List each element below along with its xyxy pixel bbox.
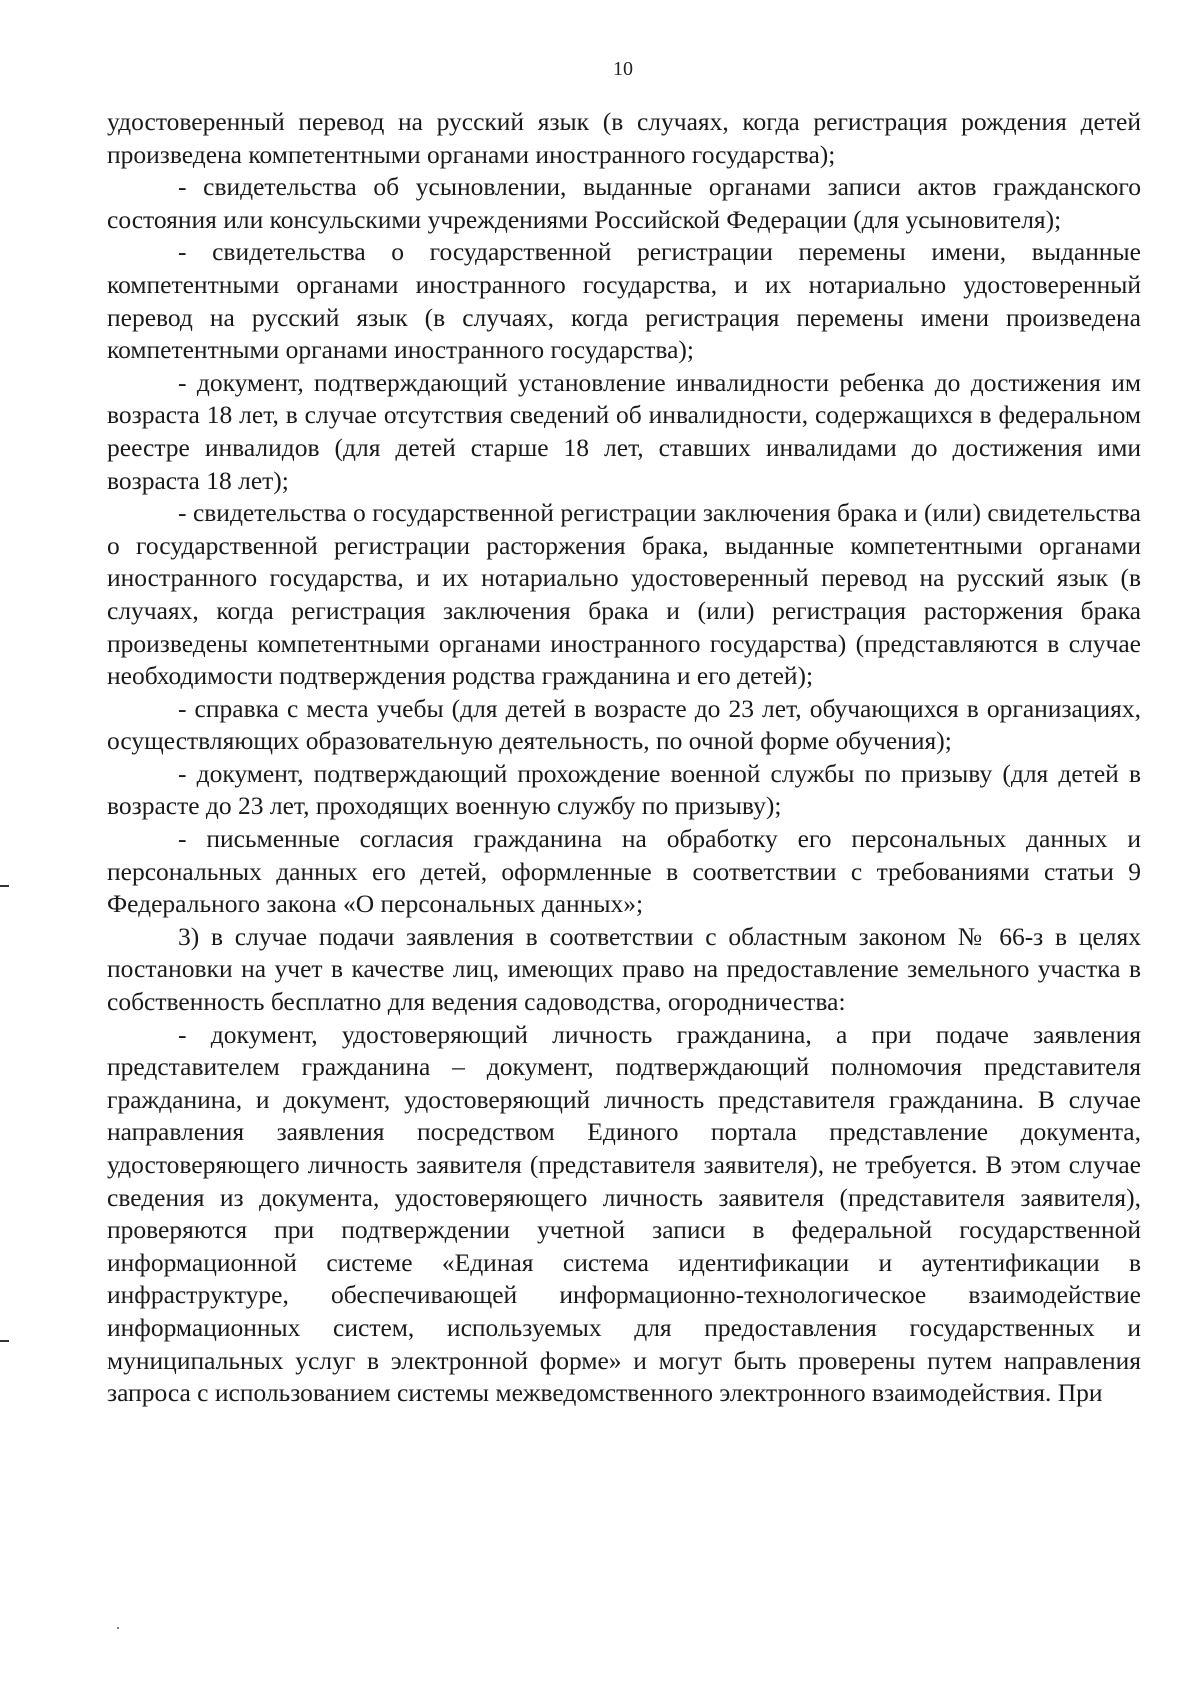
paragraph: - свидетельства об усыновлении, выданные органами записи актов гражданского состояния или консульскими учреждениями Российской Федерации (для усыновителя);: [107, 172, 1141, 234]
scan-edge-mark: [0, 885, 9, 887]
document-body: [107, 106, 1141, 1410]
paragraph: - справка с места учебы (для детей в возрасте до 23 лет, обучающихся в организациях, осуществляющих образовательную деятельность, по очной форме обучения);: [107, 693, 1141, 756]
paragraph: - письменные согласия гражданина на обработку его персональных данных и персональных данных его детей, оформленные в соответствии с требованиями статьи 9 Федерального закона «О персональных данных»;: [107, 824, 1141, 919]
paragraph: - документ, подтверждающий прохождение военной службы по призыву (для детей в возрасте до 23 лет, проходящих военную службу по призыву);: [107, 758, 1141, 821]
page-number: 10: [613, 58, 633, 80]
paragraph: удостоверенный перевод на русский язык (в случаях, когда регистрация рождения детей произведена компетентными органами иностранного государства);: [107, 107, 1141, 169]
paragraph: - свидетельства о государственной регистрации заключения брака и (или) свидетельства о государственной регистрации расторжения брака, выданные компетентными органами иностранного государства, и их нотариально удостоверенный перевод на русский язык (в случаях, когда регистрация заключения брака и (или) регистрация расторжения брака произведены компетентными органами иностранного государства) (представляются в случае необходимости подтверждения родства гражданина и его детей);: [107, 498, 1141, 691]
scan-edge-mark: [0, 1340, 9, 1342]
paragraph: - документ, подтверждающий установление инвалидности ребенка до достижения им возраста 18 лет, в случае отсутствия сведений об инвалидности, содержащихся в федеральном реестре инвалидов (для детей старше 18 лет, ставших инвалидами до достижения ими возраста 18 лет);: [107, 367, 1141, 495]
paragraph: - документ, удостоверяющий личность гражданина, а при подаче заявления представителем гражданина – документ, подтверждающий полномочия представителя гражданина, и документ, удостоверяющий личность представителя гражданина. В случае направления заявления посредством Единого портала представление документа, удостоверяющего личность заявителя (представителя заявителя), не требуется. В этом случае сведения из документа, удостоверяющего личность заявителя (представителя заявителя), проверяются при подтверждении учетной записи в федеральной государственной информационной системе «Единая система идентификации и аутентификации в инфраструктуре, обеспечивающей информационно-технологическое взаимодействие информационных систем, используемых для предоставления государственных и муниципальных услуг в электронной форме» и могут быть проверены путем направления запроса с использованием системы межведомственного электронного взаимодействия. При: [107, 1019, 1141, 1408]
paragraph: 3) в случае подачи заявления в соответствии с областным законом № 66-з в целях постановки на учет в качестве лиц, имеющих право на предоставление земельного участка в собственность бесплатно для ведения садоводства, огородничества:: [107, 921, 1141, 1017]
scan-speck: [117, 1627, 119, 1629]
paragraph: - свидетельства о государственной регистрации перемены имени, выданные компетентными органами иностранного государства, и их нотариально удостоверенный перевод на русский язык (в случаях, когда регистрация перемены имени произведена компетентными органами иностранного государства);: [107, 237, 1141, 365]
